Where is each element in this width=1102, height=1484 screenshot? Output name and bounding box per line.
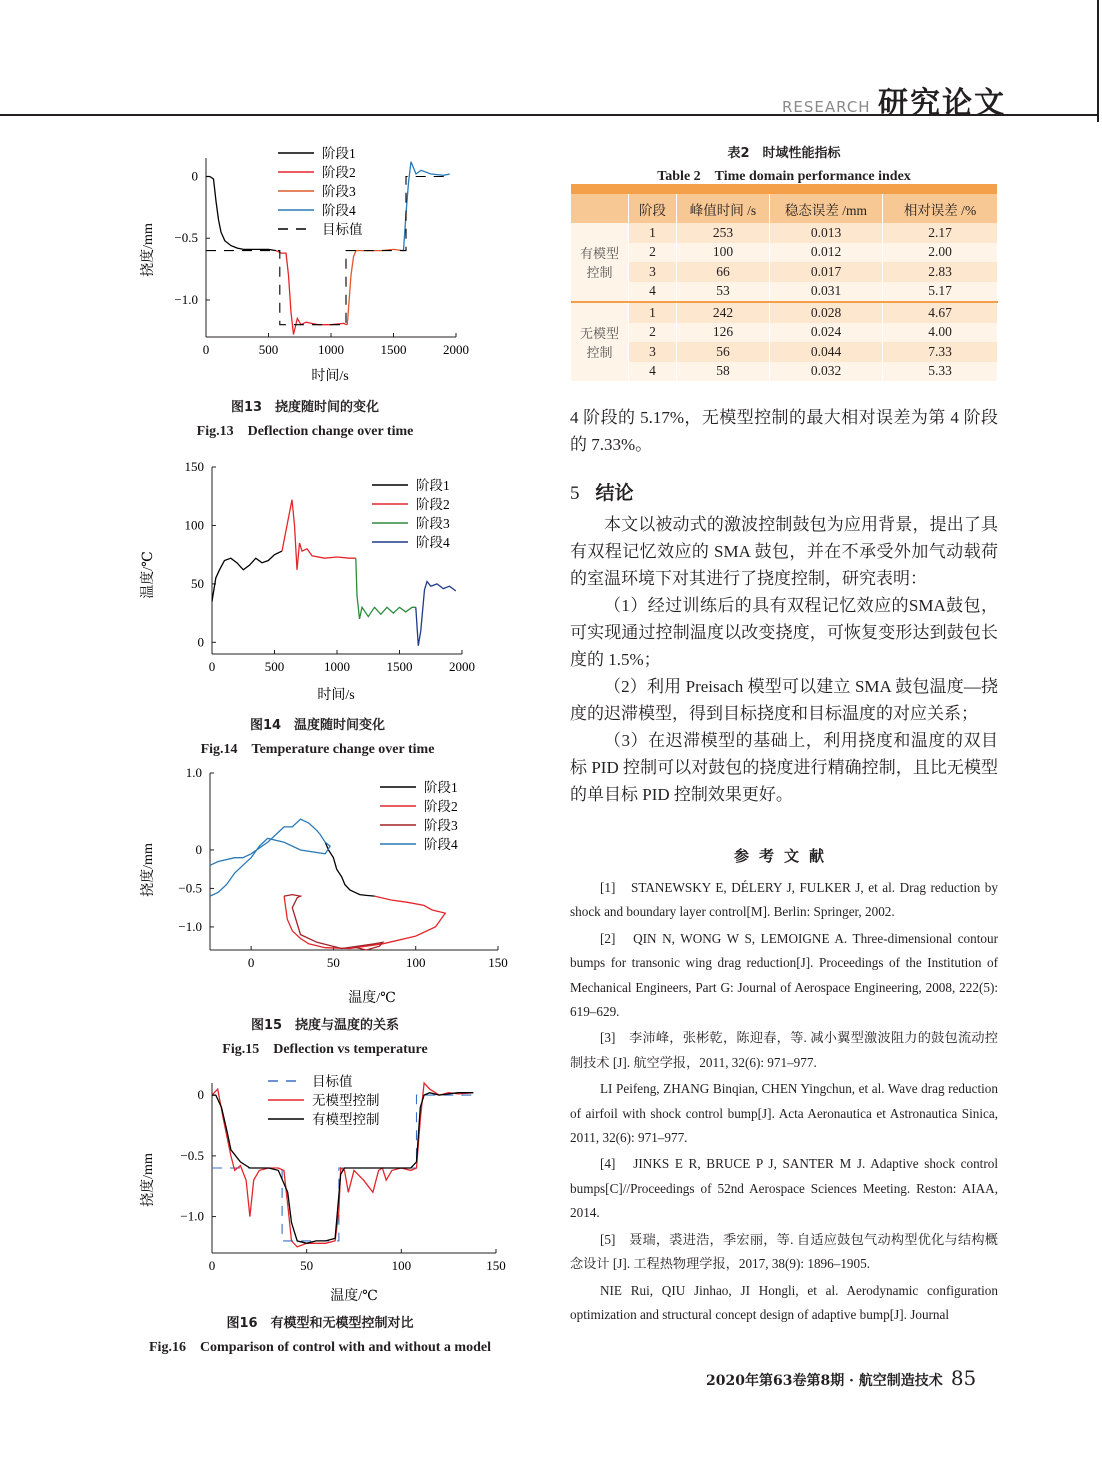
section-number: 5 [570, 483, 580, 504]
table-row: 2 126 0.024 4.00 [571, 323, 998, 343]
conclusion-p1: 本文以被动式的激波控制鼓包为应用背景，提出了具有双程记忆效应的 SMA 鼓包，并在不承受外加气动载荷的室温环境下对其进行了挠度控制，研究表明： [570, 515, 998, 588]
fig14-chart [130, 455, 480, 705]
legend-label: 阶段3 [424, 818, 458, 833]
fig15-ylabel: 挠度/mm [141, 843, 156, 897]
fig15-caption [130, 1014, 520, 1058]
fig16-xlabel: 温度/℃ [330, 1289, 378, 1304]
series-line-4 [416, 582, 456, 646]
fig13-caption-en: Fig.13 Deflection change over time [196, 424, 414, 439]
group-without-model: 无模型 控制 [571, 302, 629, 381]
x-tick-label: 1000 [318, 342, 344, 357]
series-line-3 [284, 895, 383, 950]
column-title: 研究论文 [878, 86, 1006, 121]
legend-label: 阶段3 [322, 184, 356, 199]
fig13-chart [130, 140, 480, 390]
fig16-caption-cn: 图16 有模型和无模型控制对比 [226, 1316, 414, 1331]
series-line-2 [276, 251, 347, 335]
fig16-chart [130, 1065, 520, 1310]
table-row: 4 53 0.031 5.17 [571, 282, 998, 303]
fig15-caption-en: Fig.15 Deflection vs temperature [222, 1042, 428, 1057]
x-tick-label: 2000 [449, 659, 475, 674]
series-line-4 [210, 819, 330, 896]
x-tick-label: 0 [208, 1258, 216, 1273]
y-tick-label: 0 [195, 841, 202, 857]
y-tick-label: 1.0 [185, 765, 202, 780]
y-tick-label: −0.5 [174, 230, 198, 246]
legend-label: 阶段1 [416, 478, 450, 493]
y-tick-label: 100 [184, 517, 204, 533]
y-tick-label: −1.0 [180, 1208, 204, 1224]
legend-label: 有模型控制 [312, 1112, 380, 1127]
legend-label: 阶段4 [322, 203, 356, 218]
fig14-caption [130, 714, 505, 758]
y-tick-label: −0.5 [180, 1147, 204, 1163]
x-tick-label: 1500 [380, 342, 407, 357]
reference-item: [5] 聂瑞，裘进浩，季宏丽，等. 自适应鼓包气动构型优化与结构概念设计 [J]. 工程热物理学报，2017, 38(9): 1896–1905. [570, 1231, 998, 1272]
legend-label: 无模型控制 [312, 1093, 380, 1108]
x-tick-label: 1500 [386, 659, 413, 674]
legend-label: 阶段4 [424, 837, 458, 852]
x-tick-label: 0 [202, 342, 210, 357]
fig15-caption-cn: 图15 挠度与温度的关系 [250, 1018, 400, 1033]
table-row: 4 58 0.032 5.33 [571, 362, 998, 382]
conclusion-p2: （1）经过训练后的具有双程记忆效应的SMA鼓包，可实现通过控制温度以改变挠度，可恢复变形达到鼓包长度的 1.5%； [570, 596, 998, 669]
references-title: 参考文献 [733, 847, 834, 865]
header-side-bar [1097, 0, 1102, 122]
y-tick-label: −0.5 [178, 880, 202, 896]
y-tick-label: 0 [197, 634, 204, 650]
reference-item: NIE Rui, QIU Jinhao, JI Hongli, et al. Aerodynamic configuration optimization and structural concept design of adaptive bump[J]. Journal [570, 1282, 998, 1322]
series-line-2 [282, 500, 356, 570]
fig16-caption [130, 1312, 510, 1356]
table-row: 无模型 控制 1 242 0.028 4.67 [571, 302, 998, 323]
legend-label: 阶段2 [416, 497, 450, 512]
reference-item: [3] 李沛峰，张彬乾，陈迎春，等. 减小翼型激波阻力的鼓包流动控制技术 [J]. 航空学报，2011, 32(6): 971–977. [570, 1030, 998, 1070]
x-tick-label: 0 [247, 955, 255, 970]
page-number: 85 [950, 1366, 977, 1390]
th-relative-error: 相对误差 /% [883, 194, 998, 223]
table-row: 3 66 0.017 2.83 [571, 262, 998, 282]
table2-header-row [571, 194, 998, 223]
series-line-1 [212, 551, 282, 601]
reference-item: LI Peifeng, ZHANG Binqian, CHEN Yingchun, et al. Wave drag reduction of airfoil with shock control bump[J]. Acta Aeronautica et Astronautica Sinica, 2011, 32(6): 971–977. [570, 1081, 998, 1146]
th-peak-time: 峰值时间 /s [677, 194, 770, 223]
fig13-caption-cn: 图13 挠度随时间的变化 [230, 400, 380, 415]
y-tick-label: −1.0 [174, 291, 198, 307]
y-tick-label: 0 [197, 1087, 204, 1103]
legend-label: 阶段1 [424, 780, 458, 795]
th-steady-error: 稳态误差 /mm [770, 194, 883, 223]
x-tick-label: 50 [326, 955, 340, 970]
x-tick-label: 50 [300, 1258, 314, 1273]
reference-item: [2] QIN N, WONG W S, LEMOIGNE A. Three-dimensional contour bumps for transonic wing drag reduction[J]. Proceedings of the Institution of Mechanical Engineers, Part G: Journal of Aerospace Engineering, 2008, 222(5): 619–629. [570, 930, 998, 1020]
y-tick-label: −1.0 [178, 918, 202, 934]
legend-label: 阶段2 [424, 799, 458, 814]
series-line-4 [404, 162, 450, 251]
fig13-ylabel: 挠度/mm [141, 223, 156, 277]
series-line-1 [325, 842, 374, 896]
fig14-plot [185, 459, 476, 674]
table-row: 3 56 0.044 7.33 [571, 342, 998, 362]
table2-caption-en: Table 2 Time domain performance index [657, 169, 911, 184]
y-tick-label: 150 [184, 459, 204, 474]
series-line-3 [356, 558, 416, 619]
series-line-2 [284, 896, 445, 948]
section-heading [570, 478, 634, 505]
x-tick-label: 100 [391, 1258, 412, 1273]
table-row: 2 100 0.012 2.00 [571, 243, 998, 263]
legend-label: 目标值 [322, 222, 363, 237]
fig15-chart [130, 760, 520, 1010]
legend-label: 阶段3 [416, 516, 450, 531]
x-tick-label: 0 [208, 659, 216, 674]
fig16-caption-en: Fig.16 Comparison of control with and without a model [149, 1340, 491, 1355]
y-tick-label: 0 [191, 168, 198, 184]
series-line-3 [347, 249, 403, 324]
x-tick-label: 150 [486, 1258, 506, 1273]
legend-label: 阶段1 [322, 146, 356, 161]
table2 [571, 184, 998, 381]
th-stage: 阶段 [629, 194, 677, 223]
fig15-plot [178, 765, 507, 970]
research-label: RESEARCH [782, 98, 871, 116]
fig13-caption [130, 396, 480, 440]
fig14-ylabel: 温度/℃ [141, 551, 156, 599]
section-title: 结论 [595, 482, 634, 504]
fig14-xlabel: 时间/s [317, 688, 355, 703]
y-tick-label: 50 [191, 575, 204, 591]
x-tick-label: 150 [488, 955, 508, 970]
legend-label: 目标值 [312, 1074, 353, 1089]
fig16-ylabel: 挠度/mm [141, 1153, 156, 1207]
x-tick-label: 1000 [324, 659, 350, 674]
table2-caption-cn: 表2 时域性能指标 [727, 146, 841, 161]
x-tick-label: 100 [405, 955, 426, 970]
series-line-1 [206, 177, 276, 251]
fig16-plot [180, 1073, 505, 1273]
fig14-caption-en: Fig.14 Temperature change over time [200, 742, 435, 757]
fig14-caption-cn: 图14 温度随时间变化 [249, 718, 386, 733]
page-footer [706, 1366, 976, 1390]
legend-label: 阶段4 [416, 535, 450, 550]
conclusion-p3: （2）利用 Preisach 模型可以建立 SMA 鼓包温度—挠度的迟滞模型，得到目标挠度和目标温度的对应关系； [570, 677, 998, 723]
fig15-xlabel: 温度/℃ [348, 991, 396, 1006]
legend-label: 阶段2 [322, 165, 356, 180]
paragraph-continued: 4 阶段的 5.17%，无模型控制的最大相对误差为第 4 阶段的 7.33%。 [570, 408, 998, 454]
table2-caption [570, 142, 998, 185]
group-with-model: 有模型 控制 [571, 223, 629, 302]
references-list [570, 876, 998, 1329]
fig13-xlabel: 时间/s [311, 369, 349, 384]
fig13-plot [174, 146, 469, 357]
conclusion-p4: （3）在迟滞模型的基础上，利用挠度和温度的双目标 PID 控制可以对鼓包的挠度进行精确控制，且比无模型的单目标 PID 控制效果更好。 [570, 731, 998, 804]
issue-info: 2020年第63卷第8期 · 航空制造技术 [706, 1373, 943, 1389]
reference-item: [1] STANEWSKY E, DÉLERY J, FULKER J, et al. Drag reduction by shock and boundary layer control[M]. Berlin: Springer, 2002. [570, 880, 998, 920]
x-tick-label: 500 [258, 342, 279, 357]
x-tick-label: 2000 [443, 342, 469, 357]
x-tick-label: 500 [264, 659, 285, 674]
reference-item: [4] JINKS E R, BRUCE P J, SANTER M J. Adaptive shock control bumps[C]//Proceedings of 52nd Aerospace Sciences Meeting. Reston: AIAA, 2014. [570, 1156, 998, 1221]
table-row: 有模型 控制 1 253 0.013 2.17 [571, 223, 998, 243]
